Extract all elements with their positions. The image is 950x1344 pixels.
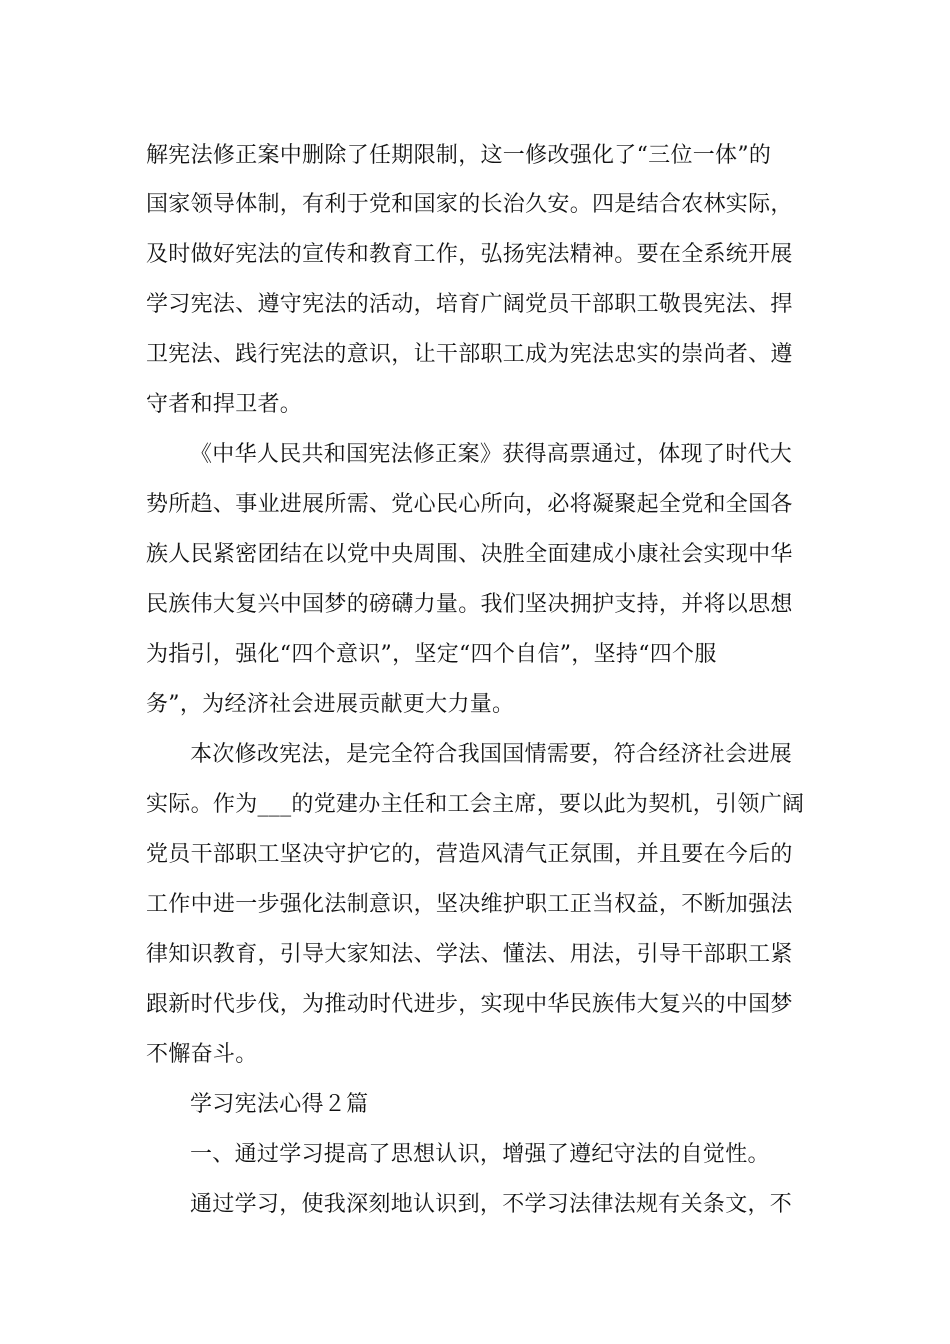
paragraph-2-line-3: 族人民紧密团结在以党中央周围、决胜全面建成小康社会实现中华 bbox=[146, 542, 793, 567]
paragraph-2-line-4: 民族伟大复兴中国梦的磅礴力量。我们坚决拥护支持，并将以思想 bbox=[146, 592, 793, 617]
paragraph-2-line-2: 势所趋、事业进展所需、党心民心所向，必将凝聚起全党和全国各 bbox=[146, 492, 793, 517]
text-line-6: 守者和捍卫者。 bbox=[146, 392, 303, 417]
text-line-5: 卫宪法、践行宪法的意识，让干部职工成为宪法忠实的崇尚者、遵 bbox=[146, 342, 793, 367]
text-line-4: 学习宪法、遵守宪法的活动，培育广阔党员干部职工敬畏宪法、捍 bbox=[146, 292, 793, 317]
paragraph-3-line-2: 实际。作为___的党建办主任和工会主席，要以此为契机，引领广阔 bbox=[146, 792, 805, 817]
paragraph-3-line-6: 跟新时代步伐，为推动时代进步，实现中华民族伟大复兴的中国梦 bbox=[146, 992, 793, 1017]
paragraph-3-line-7: 不懈奋斗。 bbox=[146, 1042, 258, 1067]
paragraph-4-line-1: 通过学习，使我深刻地认识到，不学习法律法规有关条文，不 bbox=[190, 1192, 793, 1217]
paragraph-2-line-6: 务”，为经济社会进展贡献更大力量。 bbox=[146, 692, 515, 717]
section-heading: 学习宪法心得２篇 bbox=[190, 1092, 369, 1117]
paragraph-3-line-3: 党员干部职工坚决守护它的，营造风清气正氛围，并且要在今后的 bbox=[146, 842, 793, 867]
point-heading: 一、通过学习提高了思想认识，增强了遵纪守法的自觉性。 bbox=[190, 1142, 770, 1167]
text-line-3: 及时做好宪法的宣传和教育工作，弘扬宪法精神。要在全系统开展 bbox=[146, 242, 793, 267]
text-line-2: 国家领导体制，有利于党和国家的长治久安。四是结合农林实际， bbox=[146, 192, 793, 217]
paragraph-2-line-1: 《中华人民共和国宪法修正案》获得高票通过，体现了时代大 bbox=[190, 442, 793, 467]
paragraph-3-line-4: 工作中进一步强化法制意识，坚决维护职工正当权益，不断加强法 bbox=[146, 892, 793, 917]
paragraph-2-line-5: 为指引，强化“四个意识”，坚定“四个自信”，坚持“四个服 bbox=[146, 642, 717, 667]
text-line-1: 解宪法修正案中删除了任期限制，这一修改强化了“三位一体”的 bbox=[146, 143, 772, 168]
paragraph-3-line-1: 本次修改宪法，是完全符合我国国情需要，符合经济社会进展 bbox=[190, 742, 793, 767]
paragraph-3-line-5: 律知识教育，引导大家知法、学法、懂法、用法，引导干部职工紧 bbox=[146, 942, 793, 967]
